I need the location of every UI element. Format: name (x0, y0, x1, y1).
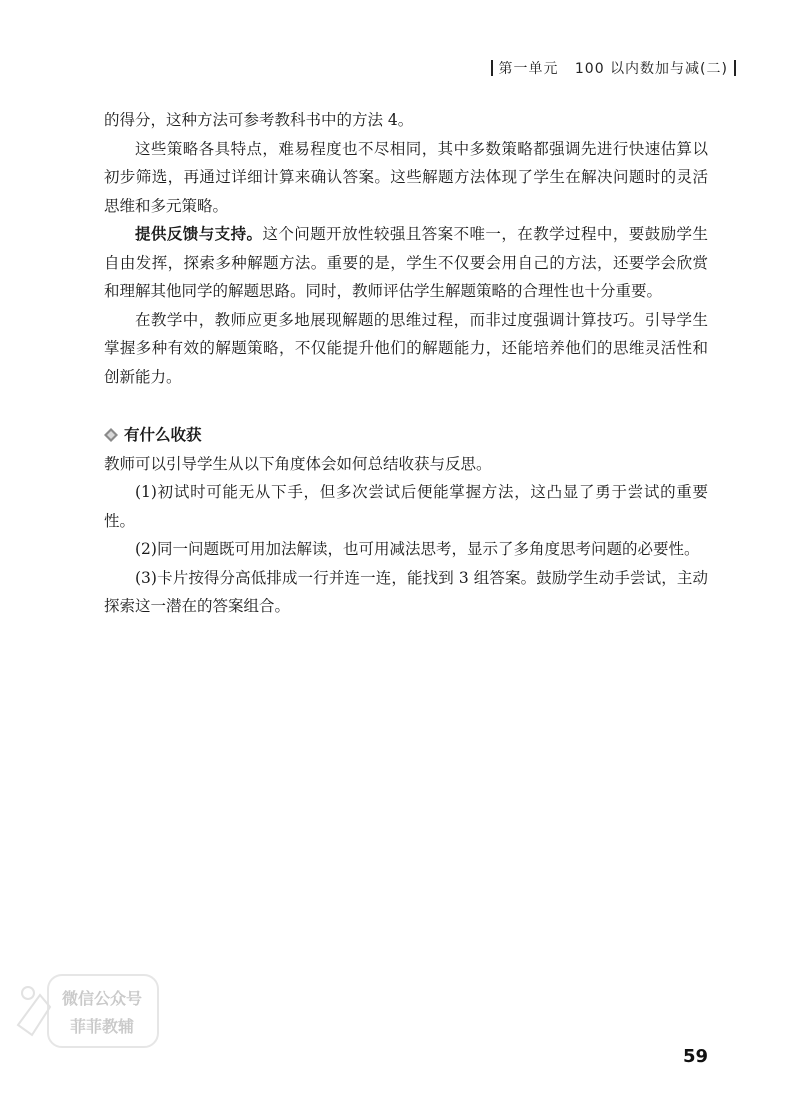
diamond-icon (104, 428, 118, 442)
paragraph: 在教学中，教师应更多地展现解题的思维过程，而非过度强调计算技巧。引导学生掌握多种有效的解题策略，不仅能提升他们的解题能力，还能培养他们的思维灵活性和创新能力。 (104, 310, 708, 386)
feedback-text: 这个问题开放性较强且答案不唯一，在教学过程中，要鼓励学生自由发挥，探索多种解题方法。重要的是，学生不仅要会用自己的方法，还要学会欣赏和理解其他同学的解题思路。同时，教师评估学生解题策略的合理性也十分重要。 (104, 225, 708, 300)
section-intro: 教师可以引导学生从以下角度体会如何总结收获与反思。 (104, 454, 492, 473)
list-item: (1)初试时可能无从下手，但多次尝试后便能掌握方法，这凸显了勇于尝试的重要性。 (104, 483, 708, 530)
list-item: (2)同一问题既可用加法解读，也可用减法思考，显示了多角度思考问题的必要性。 (135, 540, 700, 558)
section-title: 有什么收获 (124, 426, 202, 444)
feedback-paragraph (104, 220, 708, 306)
page-number: 59 (682, 1046, 708, 1067)
watermark-line: 微信公众号 (62, 989, 143, 1008)
header-title: 100 以内数加与减(二) (574, 61, 728, 77)
watermark-text (62, 985, 142, 1041)
section-heading (104, 421, 708, 450)
page-body (104, 106, 708, 621)
header-divider (734, 60, 736, 76)
paragraph: 的得分，这种方法可参考教科书中的方法 4。 (104, 111, 414, 129)
watermark-line: 菲菲教辅 (70, 1017, 135, 1036)
header-chapter: 第一单元 (498, 61, 559, 77)
paragraph: 这些策略各具特点，难易程度也不尽相同，其中多数策略都强调先进行快速估算以初步筛选，再通过详细计算来确认答案。这些解题方法体现了学生在解决问题时的灵活思维和多元策略。 (104, 139, 708, 215)
list-item: (3)卡片按得分高低排成一行并连一连，能找到 3 组答案。鼓励学生动手尝试，主动探索这一潜在的答案组合。 (104, 568, 708, 615)
running-header (485, 58, 742, 78)
feedback-label: 提供反馈与支持。 (135, 225, 263, 243)
header-divider (491, 60, 493, 76)
